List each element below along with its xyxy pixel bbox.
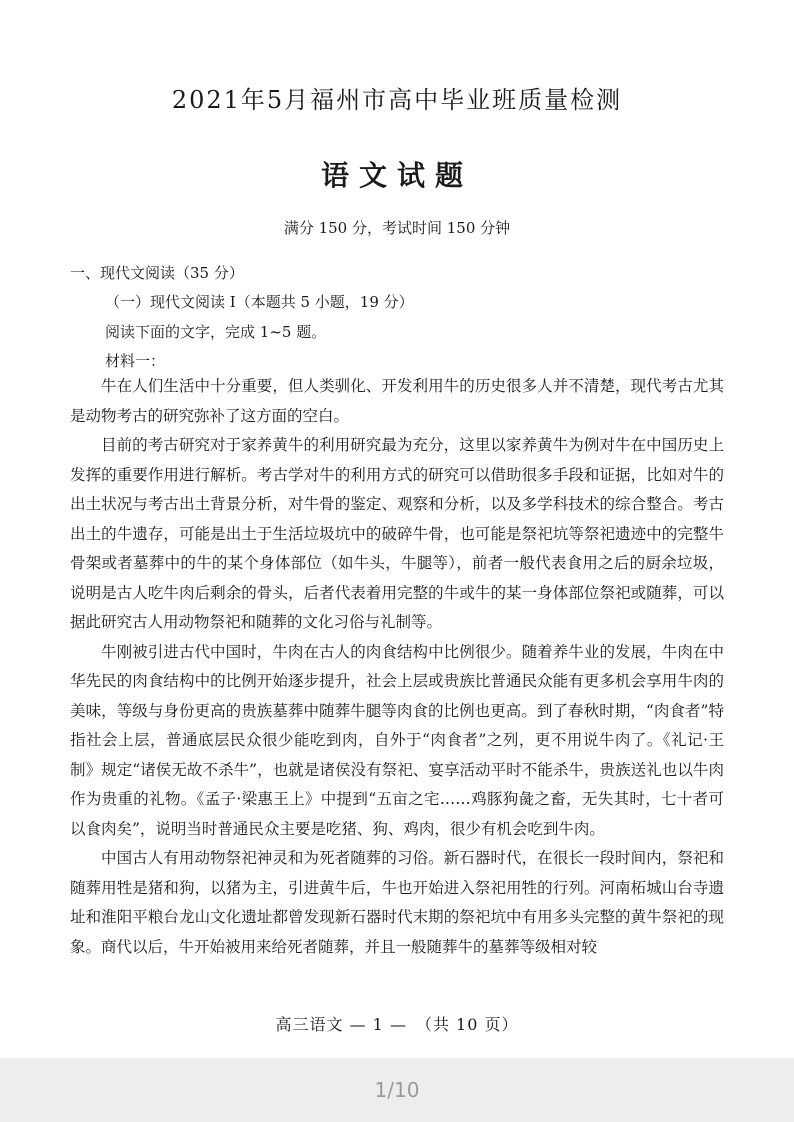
section-heading: 一、现代文阅读（35 分） xyxy=(70,264,244,282)
passage-paragraph: 中国古人有用动物祭祀神灵和为死者随葬的习俗。新石器时代，在很长一段时间内，祭祀和随葬用牲是猪和狗，以猪为主，引进黄牛后，牛也开始进入祭祀用牲的行列。河南柘城山台寺遗址和淮阳平粮台龙山文化遗址都曾发现新石器时代末期的祭祀坑中有用多头完整的黄牛祭祀的现象。商代以后，牛开始被用来给死者随葬，并且一般随葬牛的墓葬等级相对较 xyxy=(70,849,724,956)
score-time-line: 满分 150 分，考试时间 150 分钟 xyxy=(283,219,511,237)
passage-paragraph: 牛刚被引进古代中国时，牛肉在古人的肉食结构中比例很少。随着养牛业的发展，牛肉在中华先民的肉食结构中的比例开始逐步提升，社会上层或贵族比普通民众能有更多机会享用牛肉的美味，等级与身份更高的贵族墓葬中随葬牛腿等肉食的比例也更高。到了春秋时期，“肉食者”特指社会上层，普通底层民众很少能吃到肉，自外于“肉食者”之列，更不用说牛肉了。《礼记·王制》规定“诸侯无故不杀牛”，也就是诸侯没有祭祀、宴享活动平时不能杀牛，贵族送礼也以牛肉作为贵重的礼物。《孟子·梁惠王上》中提到“五亩之宅……鸡豚狗彘之畜，无失其时，七十者可以食肉矣”，说明当时普通民众主要是吃猪、狗、鸡肉，很少有机会吃到牛肉。 xyxy=(70,642,724,838)
exam-header-title: 2021年5月福州市高中毕业班质量检测 xyxy=(171,86,623,114)
page-indicator: 1/10 xyxy=(374,1078,420,1102)
passage-paragraph: 牛在人们生活中十分重要，但人类驯化、开发利用牛的历史很多人并不清楚，现代考古尤其是动物考古的研究弥补了这方面的空白。 xyxy=(70,377,724,425)
passage-paragraph: 目前的考古研究对于家养黄牛的利用研究最为充分，这里以家养黄牛为例对牛在中国历史上发挥的重要作用进行解析。考古学对牛的利用方式的研究可以借助很多手段和证据，比如对牛的出土状况与考古出土背景分析，对牛骨的鉴定、观察和分析，以及多学科技术的综合整合。考古出土的牛遗存，可能是出土于生活垃圾坑中的破碎牛骨，也可能是祭祀坑等祭祀遗迹中的完整牛骨架或者墓葬中的牛的某个身体部位（如牛头，牛腿等），前者一般代表食用之后的厨余垃圾，说明是古人吃牛肉后剩余的骨头，后者代表着用完整的牛或牛的某一身体部位祭祀或随葬，可以据此研究古人用动物祭祀和随葬的文化习俗与礼制等。 xyxy=(70,436,724,631)
reading-instruction: 阅读下面的文字，完成 1~5 题。 xyxy=(105,323,327,341)
subject-title: 语文试题 xyxy=(320,159,473,192)
passage-body xyxy=(70,372,724,962)
section-subheading: （一）现代文阅读 I（本题共 5 小题，19 分） xyxy=(105,293,414,311)
material-label: 材料一： xyxy=(105,352,166,370)
page-footer: 高三语文 — 1 — （共 10 页） xyxy=(275,1015,519,1034)
